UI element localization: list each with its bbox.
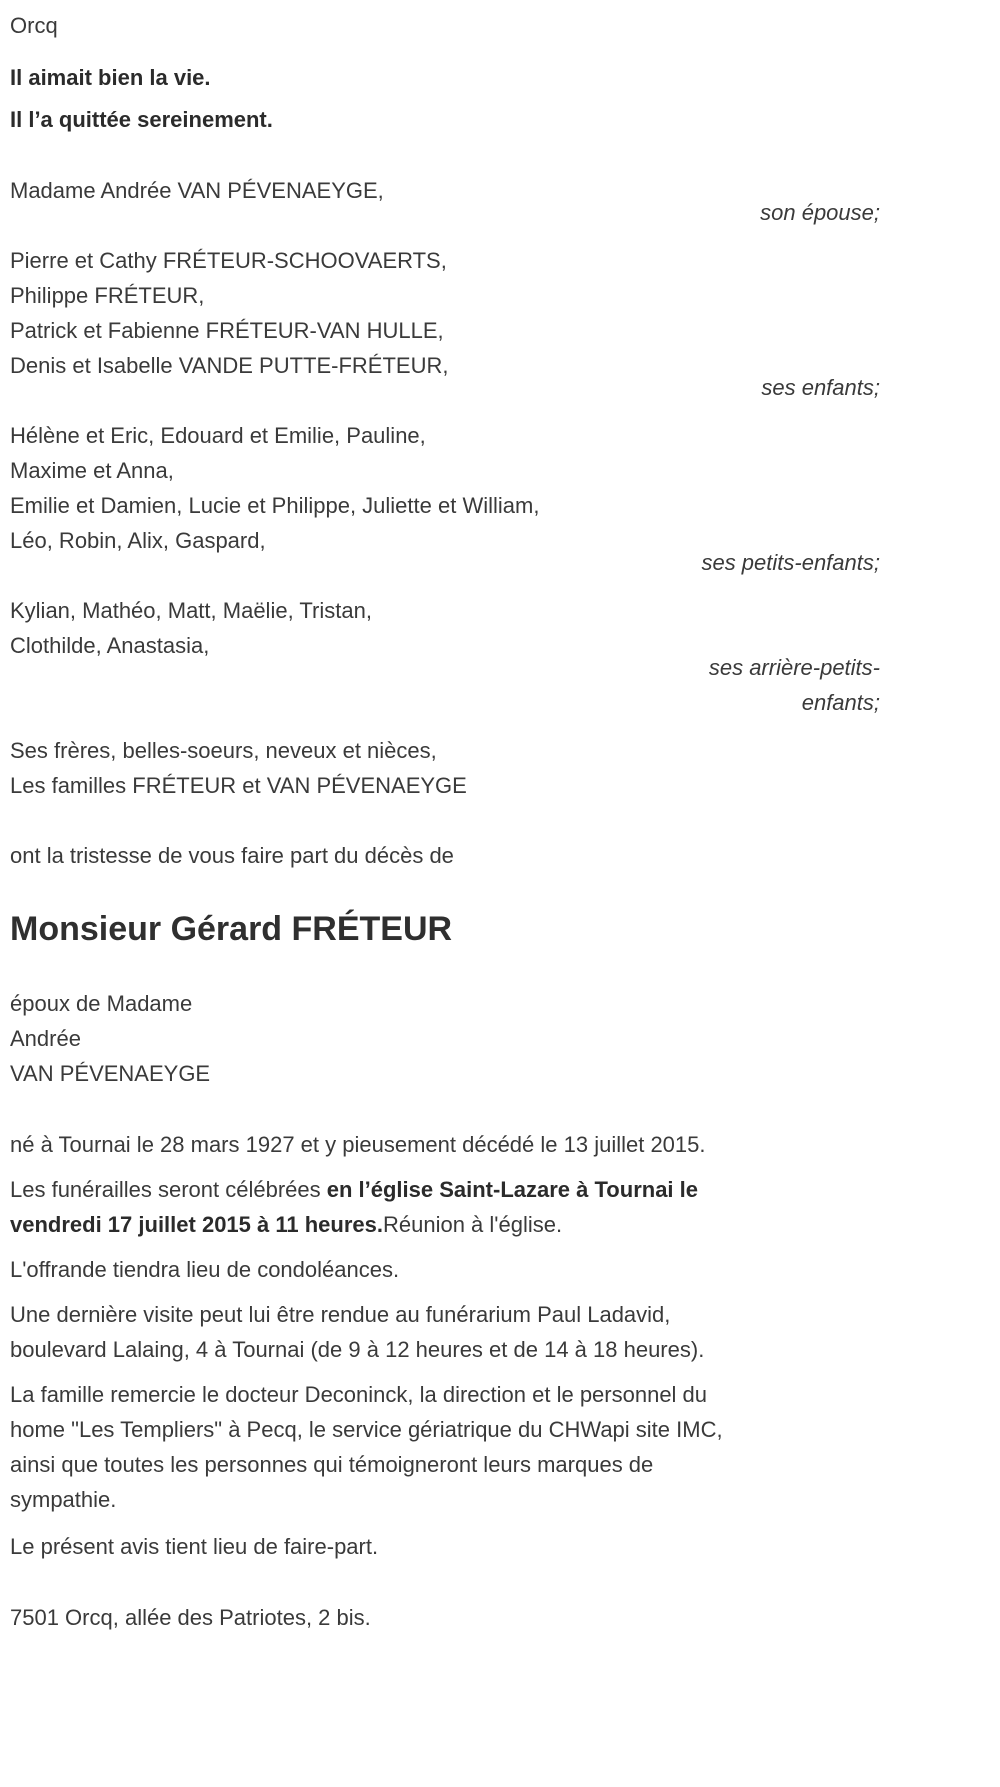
family-member-line: Madame Andrée VAN PÉVENAEYGE, [10, 178, 384, 203]
thanks-paragraph [10, 1377, 880, 1517]
funeral-line-1 [10, 1172, 880, 1207]
family-closing [10, 733, 880, 803]
family-member-line: Pierre et Cathy FRÉTEUR-SCHOOVAERTS, [10, 248, 447, 273]
last-visit-line: boulevard Lalaing, 4 à Tournai (de 9 à 12 heures et de 14 à 18 heures). [10, 1336, 705, 1362]
funeral-paragraph [10, 1172, 880, 1242]
family-member-line: Kylian, Mathéo, Matt, Maëlie, Tristan, [10, 598, 372, 623]
condolences-line: L'offrande tiendra lieu de condoléances. [10, 1256, 400, 1282]
place-name: Orcq [10, 13, 58, 38]
deceased-name-heading: Monsieur Gérard FRÉTEUR [10, 910, 453, 948]
family-closing-line: Ses frères, belles-soeurs, neveux et nièces, [10, 738, 437, 763]
announcement-intro: ont la tristesse de vous faire part du décès de [10, 843, 454, 868]
family-member-line: Maxime et Anna, [10, 458, 174, 483]
family-group-great-grandchildren [10, 593, 880, 720]
funeral-line-1-normal: Les funérailles seront célébrées [10, 1176, 327, 1202]
spouse-line: époux de Madame [10, 990, 193, 1016]
family-member-line: Denis et Isabelle VANDE PUTTE-FRÉTEUR, [10, 353, 449, 378]
address-line: 7501 Orcq, allée des Patriotes, 2 bis. [10, 1604, 371, 1630]
family-member-line: Patrick et Fabienne FRÉTEUR-VAN HULLE, [10, 318, 444, 343]
epigraph-line-1: Il aimait bien la vie. [10, 65, 211, 90]
last-visit-paragraph [10, 1297, 880, 1367]
family-member-line: Emilie et Damien, Lucie et Philippe, Juliette et William, [10, 493, 540, 518]
funeral-line-2-bold: vendredi 17 juillet 2015 à 11 heures. [10, 1211, 383, 1237]
relation-label-spouse: son épouse; [760, 200, 880, 225]
spouse-of-block [10, 986, 880, 1091]
spouse-line: VAN PÉVENAEYGE [10, 1060, 211, 1086]
relation-label-children: ses enfants; [761, 375, 880, 400]
family-group-children [10, 243, 880, 405]
family-group-grandchildren [10, 418, 880, 580]
last-visit-line: Une dernière visite peut lui être rendue au funérarium Paul Ladavid, [10, 1301, 671, 1327]
funeral-line-1-bold: en l’église Saint-Lazare à Tournai le [326, 1176, 698, 1202]
family-member-line: Léo, Robin, Alix, Gaspard, [10, 528, 266, 553]
family-group-spouse [10, 173, 880, 230]
relation-label-grandchildren: ses petits-enfants; [701, 550, 880, 575]
thanks-line: ainsi que toutes les personnes qui témoigneront leurs marques de [10, 1451, 654, 1477]
family-member-line: Hélène et Eric, Edouard et Emilie, Pauline, [10, 423, 426, 448]
relation-label-great-grandchildren: ses arrière-petits-enfants; [708, 655, 880, 715]
spouse-line: Andrée [10, 1025, 81, 1051]
funeral-line-2-normal: Réunion à l'église. [382, 1211, 563, 1237]
family-closing-line: Les familles FRÉTEUR et VAN PÉVENAEYGE [10, 773, 467, 798]
notice-line: Le présent avis tient lieu de faire-part. [10, 1533, 379, 1559]
epigraph-line-2: Il l’a quittée sereinement. [10, 107, 273, 132]
thanks-line: La famille remercie le docteur Deconinck, la direction et le personnel du [10, 1381, 708, 1407]
birth-death-line: né à Tournai le 28 mars 1927 et y pieusement décédé le 13 juillet 2015. [10, 1131, 706, 1157]
family-member-line: Philippe FRÉTEUR, [10, 283, 205, 308]
thanks-line: home "Les Templiers" à Pecq, le service gériatrique du CHWapi site IMC, [10, 1416, 723, 1442]
thanks-line: sympathie. [10, 1486, 117, 1512]
funeral-line-2 [10, 1207, 880, 1242]
family-member-line: Clothilde, Anastasia, [10, 633, 210, 658]
